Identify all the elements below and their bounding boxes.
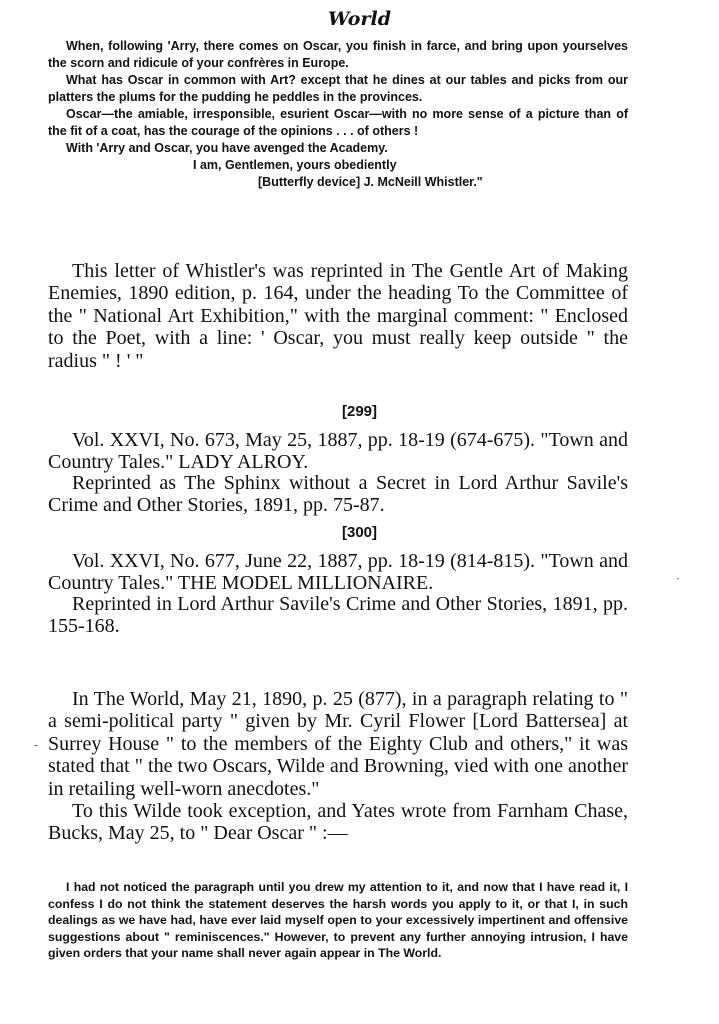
entry-note: Reprinted as The Sphinx without a Secret in Lord Arthur Savile's Crime and Other Stories, 1891, pp. 75-87. — [48, 472, 628, 516]
entry-number-299: [299] — [341, 403, 378, 420]
commentary-paragraph — [48, 260, 628, 372]
letter-paragraph-3: Oscar—the amiable, irresponsible, esurient Oscar—with no more sense of a picture than of the fit of a coat, has the courage of the opinions . . . of others ! — [48, 107, 628, 138]
world-paragraph — [48, 688, 628, 845]
entry-note: Reprinted in Lord Arthur Savile's Crime and Other Stories, 1891, pp. 155-168. — [48, 593, 628, 637]
commentary-text: This letter of Whistler's was reprinted in The Gentle Art of Making Enemies, 1890 edition, p. 164, under the heading To the Committee of the " National Art Exhibition," with the marginal comment: " Enclosed to the Poet, with a line: ' Oscar, you must really keep outside " the radius " ! ' " — [48, 260, 628, 372]
whistler-letter — [48, 38, 628, 191]
letter-signature: [Butterfly device] J. McNeill Whistler." — [258, 175, 483, 189]
entry-number-300: [300] — [341, 524, 378, 541]
letter-paragraph-1: When, following 'Arry, there comes on Oscar, you finish in farce, and bring upon yourselves the scorn and ridicule of your confrères in Europe. — [48, 39, 628, 70]
letter-paragraph-2: What has Oscar in common with Art? except that he dines at our tables and picks from our platters the plums for the pudding he peddles in the provinces. — [48, 73, 628, 104]
entry-299 — [48, 430, 628, 516]
letter-closing: I am, Gentlemen, yours obediently — [193, 158, 397, 172]
entry-citation: Vol. XXVI, No. 677, June 22, 1887, pp. 18-19 (814-815). "Town and Country Tales." THE MODEL MILLIONAIRE. — [48, 550, 628, 594]
yates-letter — [48, 879, 628, 962]
entry-citation: Vol. XXVI, No. 673, May 25, 1887, pp. 18-19 (674-675). "Town and Country Tales." LADY ALROY. — [48, 429, 628, 473]
yates-letter-text: I had not noticed the paragraph until you drew my attention to it, and now that I have read it, I confess I do not think the statement deserves the harsh words you apply to it, or that I, in such dealings as we have had, have ever laid myself open to your excessively impertinent and offensive suggestions about " reminiscences." However, to prevent any further annoying intrusion, I have given orders that your name shall never again appear in The World. — [48, 880, 628, 960]
letter-paragraph-4: With 'Arry and Oscar, you have avenged the Academy. — [66, 141, 388, 155]
world-paragraph-1: In The World, May 21, 1890, p. 25 (877), in a paragraph relating to " a semi-political party " given by Mr. Cyril Flower [Lord Battersea] at Surrey House " to the members of the Eighty Club and others," it was stated that " the two Oscars, Wilde and Browning, vied with one another in retailing well-worn anecdotes." — [48, 688, 628, 800]
margin-speck: · — [676, 572, 680, 586]
running-header: World — [328, 8, 391, 30]
world-paragraph-2: To this Wilde took exception, and Yates wrote from Farnham Chase, Bucks, May 25, to " Dear Oscar " :— — [48, 800, 628, 845]
margin-speck: - — [34, 738, 39, 752]
entry-300 — [48, 551, 628, 637]
